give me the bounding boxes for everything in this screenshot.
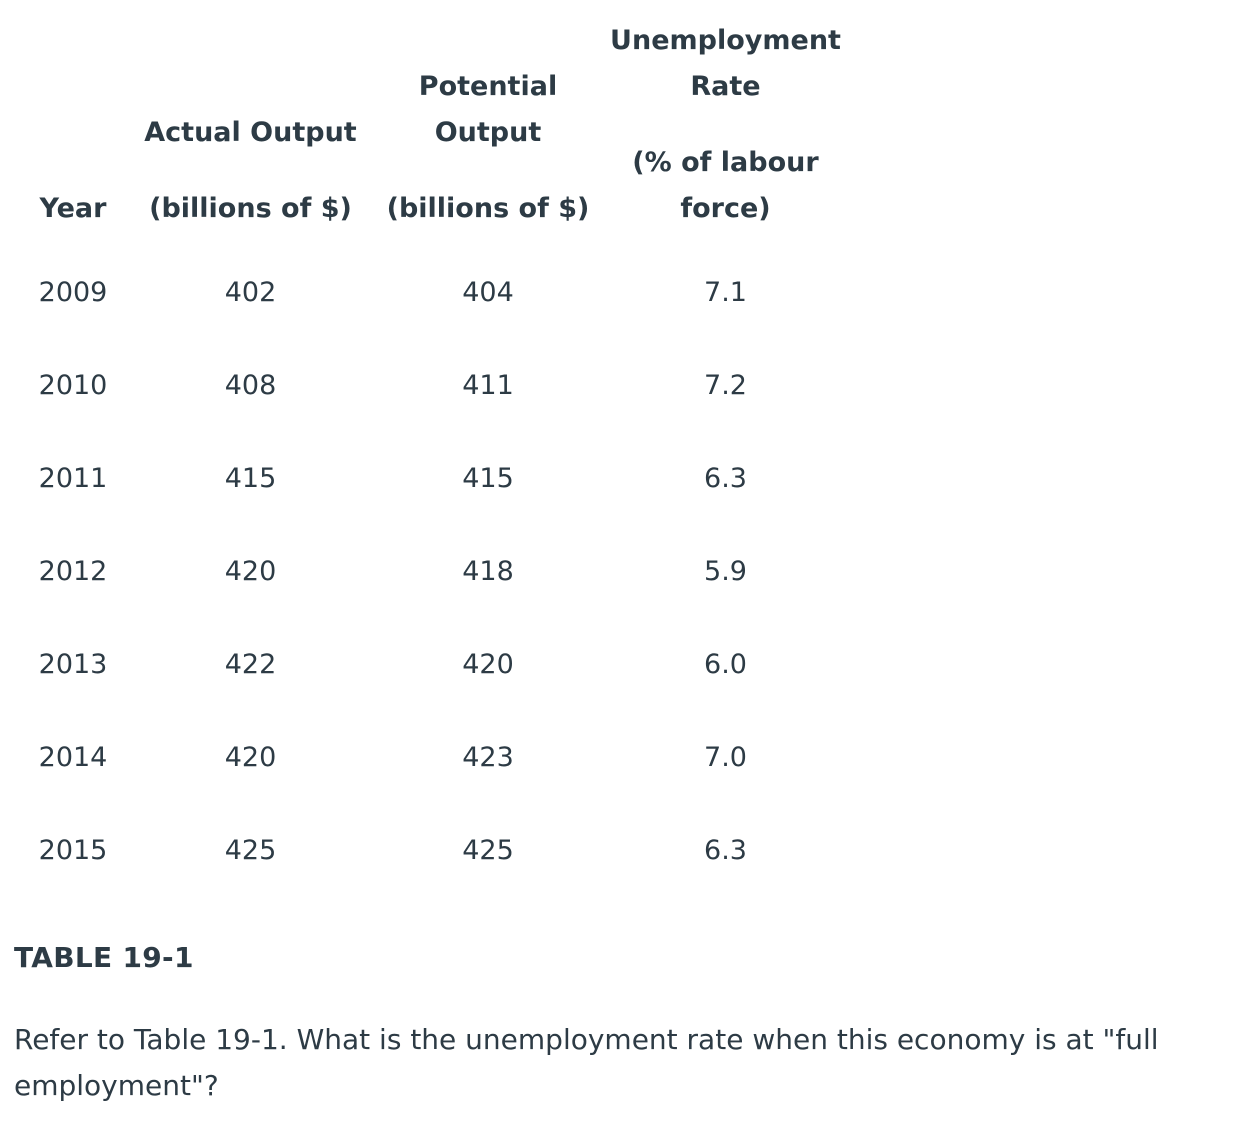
cell-unemployment-rate: 7.2 xyxy=(704,370,747,401)
header-potential-output-line: Potential xyxy=(418,71,558,102)
table-row xyxy=(14,432,844,525)
table-row xyxy=(14,711,844,804)
header-actual-output-unit: (billions of $) xyxy=(149,193,352,224)
cell-actual-output: 408 xyxy=(224,370,277,401)
cell-year: 2013 xyxy=(38,649,108,680)
table-row xyxy=(14,804,844,897)
cell-potential-output: 404 xyxy=(462,277,514,308)
question-text: Refer to Table 19-1. What is the unemployment rate when this economy is at "full employment"? xyxy=(14,1023,1159,1102)
table-body xyxy=(14,246,844,897)
cell-actual-output: 422 xyxy=(224,649,277,680)
header-actual-output xyxy=(132,18,369,246)
header-year xyxy=(14,18,132,246)
cell-actual-output: 425 xyxy=(224,835,277,866)
header-potential-output-unit: (billions of $) xyxy=(386,193,590,224)
cell-actual-output: 402 xyxy=(224,277,277,308)
cell-actual-output: 420 xyxy=(224,742,277,773)
cell-year: 2014 xyxy=(38,742,108,773)
header-unemployment-rate xyxy=(607,18,844,246)
cell-potential-output: 418 xyxy=(462,556,514,587)
cell-unemployment-rate: 6.3 xyxy=(704,463,747,494)
table-row xyxy=(14,246,844,339)
cell-unemployment-rate: 5.9 xyxy=(704,556,747,587)
header-unemployment-line: Rate xyxy=(690,71,761,102)
cell-year: 2015 xyxy=(38,835,108,866)
cell-potential-output: 411 xyxy=(462,370,514,401)
cell-actual-output: 415 xyxy=(224,463,277,494)
header-actual-output-line: Actual Output xyxy=(144,117,357,148)
header-unemployment-line: Unemployment xyxy=(610,25,841,56)
table-row xyxy=(14,339,844,432)
header-unemployment-unit: force) xyxy=(680,193,771,224)
cell-year: 2009 xyxy=(38,277,108,308)
cell-potential-output: 420 xyxy=(462,649,514,680)
cell-year: 2010 xyxy=(38,370,108,401)
header-unemployment-unit: (% of labour xyxy=(632,147,819,178)
header-potential-output xyxy=(369,18,607,246)
header-year-line: Year xyxy=(39,193,107,224)
cell-potential-output: 423 xyxy=(462,742,514,773)
cell-unemployment-rate: 7.0 xyxy=(704,742,747,773)
cell-unemployment-rate: 6.3 xyxy=(704,835,747,866)
output-unemployment-table xyxy=(14,18,844,897)
cell-actual-output: 420 xyxy=(224,556,277,587)
cell-year: 2011 xyxy=(38,463,108,494)
table-header-row xyxy=(14,18,844,246)
cell-unemployment-rate: 7.1 xyxy=(704,277,747,308)
cell-unemployment-rate: 6.0 xyxy=(704,649,747,680)
table-row xyxy=(14,618,844,711)
cell-year: 2012 xyxy=(38,556,108,587)
table-caption: TABLE 19-1 xyxy=(14,941,194,974)
cell-potential-output: 415 xyxy=(462,463,514,494)
header-potential-output-line: Output xyxy=(434,117,542,148)
table-row xyxy=(14,525,844,618)
cell-potential-output: 425 xyxy=(462,835,514,866)
data-table-container xyxy=(14,18,844,897)
